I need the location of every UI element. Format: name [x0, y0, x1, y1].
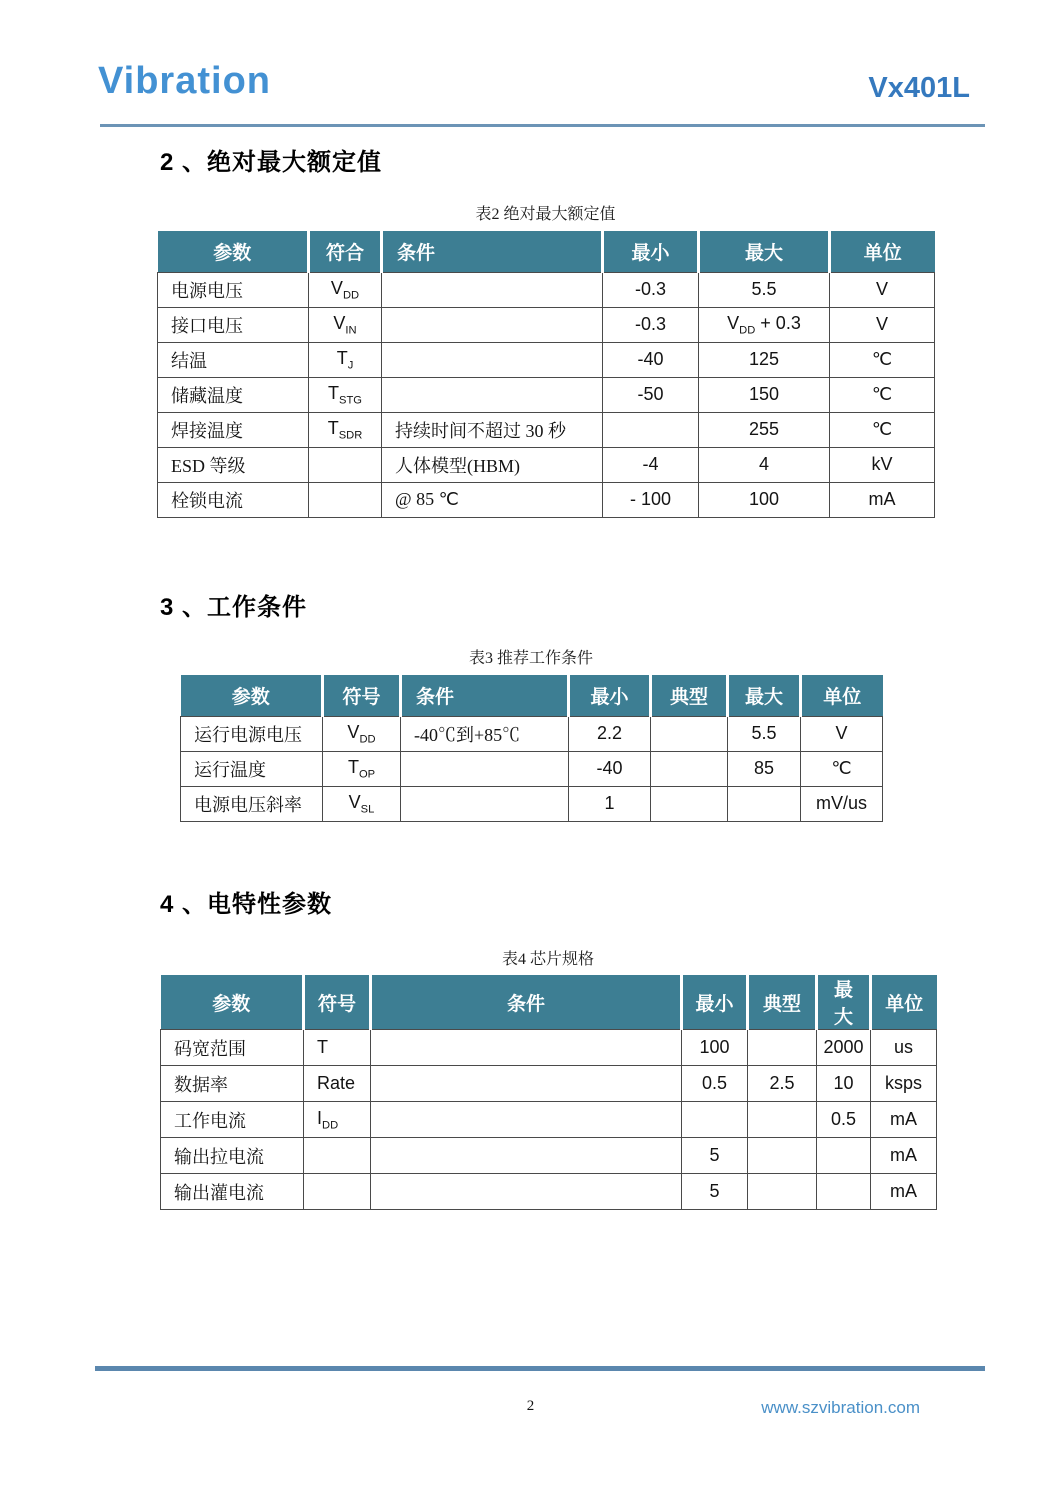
column-header: 单位 [871, 975, 937, 1030]
table-cell [304, 1174, 371, 1210]
page-number: 2 [526, 1398, 535, 1414]
table-cell: -40℃到+85℃ [401, 716, 569, 751]
column-header: 最小 [682, 975, 748, 1030]
table-cell: $T_{STG}$ [309, 377, 382, 412]
table-cell: ℃ [801, 751, 883, 786]
table-row [158, 482, 935, 517]
table-cell: 栓锁电流 [158, 482, 309, 517]
table-cell [382, 307, 603, 342]
header-rule [100, 124, 985, 127]
section-title-operating-conditions: 3 、工作条件 [160, 594, 308, 621]
column-header: 典型 [651, 675, 728, 716]
table-cell: V [801, 716, 883, 751]
table-row [161, 1066, 937, 1102]
table-cell [309, 447, 382, 482]
table-header-row [181, 675, 883, 716]
column-header: 单位 [801, 675, 883, 716]
table-caption-operating-conditions: 表3 推荐工作条件 [468, 650, 593, 667]
table-cell [748, 1138, 817, 1174]
table-cell [748, 1102, 817, 1138]
table-cell: $V_{DD}$ [323, 716, 401, 751]
table-cell [371, 1066, 682, 1102]
column-header: 最大 [699, 231, 830, 272]
table-cell: $V_{DD}$ [309, 272, 382, 307]
table-cell: 接口电压 [158, 307, 309, 342]
footer-rule [95, 1366, 985, 1371]
table-cell [371, 1030, 682, 1066]
table-cell [651, 751, 728, 786]
column-header: 单位 [830, 231, 935, 272]
table-caption-electrical-characteristics: 表4 芯片规格 [501, 951, 594, 968]
table-cell: mA [871, 1174, 937, 1210]
table-cell: 125 [699, 342, 830, 377]
table-cell [382, 377, 603, 412]
table-cell: 焊接温度 [158, 412, 309, 447]
table-cell [682, 1102, 748, 1138]
company-logo: Vibration [98, 60, 271, 102]
table-cell: 150 [699, 377, 830, 412]
table-cell: ESD 等级 [158, 447, 309, 482]
column-header: 参数 [161, 975, 304, 1030]
column-header: 最小 [569, 675, 651, 716]
table-cell: $T_{SDR}$ [309, 412, 382, 447]
table-caption-abs-max-ratings: 表2 绝对最大额定值 [475, 206, 616, 223]
column-header: 条件 [382, 231, 603, 272]
table-row [181, 786, 883, 821]
table-operating-conditions [180, 675, 883, 822]
table-cell: -40 [603, 342, 699, 377]
table-cell: 工作电流 [161, 1102, 304, 1138]
table-cell: Rate [304, 1066, 371, 1102]
table-cell: 5 [682, 1138, 748, 1174]
column-header: 最大 [817, 975, 871, 1030]
table-cell: kV [830, 447, 935, 482]
table-row [158, 377, 935, 412]
table-cell: -40 [569, 751, 651, 786]
table-row [158, 447, 935, 482]
section-title-electrical-characteristics: 4 、电特性参数 [160, 891, 333, 918]
table-cell: 储藏温度 [158, 377, 309, 412]
column-header: 符号 [323, 675, 401, 716]
table-row [181, 751, 883, 786]
table-cell: 电源电压斜率 [181, 786, 323, 821]
table-row [158, 272, 935, 307]
table-cell [817, 1174, 871, 1210]
table-row [161, 1030, 937, 1066]
table-cell [748, 1030, 817, 1066]
table-cell: -4 [603, 447, 699, 482]
table-cell: 码宽范围 [161, 1030, 304, 1066]
table-cell [603, 412, 699, 447]
column-header: 典型 [748, 975, 817, 1030]
table-cell: 输出灌电流 [161, 1174, 304, 1210]
table-cell [304, 1138, 371, 1174]
table-row [161, 1174, 937, 1210]
table-cell: $V_{DD} + 0.3$ [699, 307, 830, 342]
column-header: 符合 [309, 231, 382, 272]
table-cell [817, 1138, 871, 1174]
table-cell [728, 786, 801, 821]
table-row [161, 1102, 937, 1138]
table-cell: 100 [682, 1030, 748, 1066]
table-cell: $V_{IN}$ [309, 307, 382, 342]
table-cell [651, 716, 728, 751]
table-cell: 2.2 [569, 716, 651, 751]
table-cell: 结温 [158, 342, 309, 377]
table-cell: $T_J$ [309, 342, 382, 377]
table-cell [371, 1174, 682, 1210]
table-cell: ℃ [830, 342, 935, 377]
table-cell: 输出拉电流 [161, 1138, 304, 1174]
column-header: 参数 [158, 231, 309, 272]
table-cell: -0.3 [603, 272, 699, 307]
table-cell: mA [830, 482, 935, 517]
column-header: 条件 [401, 675, 569, 716]
table-cell: $I_{DD}$ [304, 1102, 371, 1138]
table-cell: 255 [699, 412, 830, 447]
column-header: 最小 [603, 231, 699, 272]
table-cell: ℃ [830, 377, 935, 412]
table-cell [748, 1174, 817, 1210]
table-cell: -0.3 [603, 307, 699, 342]
column-header: 参数 [181, 675, 323, 716]
table-cell: 5.5 [699, 272, 830, 307]
table-cell: 数据率 [161, 1066, 304, 1102]
table-cell: 1 [569, 786, 651, 821]
table-cell [309, 482, 382, 517]
table-row [181, 716, 883, 751]
table-cell: mV/us [801, 786, 883, 821]
product-name: Vx401L [868, 72, 970, 104]
table-cell: 100 [699, 482, 830, 517]
table-cell: V [830, 307, 935, 342]
table-cell: mA [871, 1138, 937, 1174]
table-cell: $V_{SL}$ [323, 786, 401, 821]
table-cell: V [830, 272, 935, 307]
column-header: 符号 [304, 975, 371, 1030]
table-cell: $T_{OP}$ [323, 751, 401, 786]
table-cell: 5 [682, 1174, 748, 1210]
table-cell: us [871, 1030, 937, 1066]
table-cell: - 100 [603, 482, 699, 517]
table-cell [382, 342, 603, 377]
table-cell: @ 85 ℃ [382, 482, 603, 517]
table-cell: 2.5 [748, 1066, 817, 1102]
section-title-abs-max-ratings: 2 、绝对最大额定值 [160, 149, 383, 176]
table-header-row [161, 975, 937, 1030]
column-header: 最大 [728, 675, 801, 716]
table-cell: 持续时间不超过 30 秒 [382, 412, 603, 447]
table-cell [382, 272, 603, 307]
table-cell: 85 [728, 751, 801, 786]
table-cell [401, 786, 569, 821]
table-cell: 电源电压 [158, 272, 309, 307]
table-cell [371, 1138, 682, 1174]
column-header: 条件 [371, 975, 682, 1030]
table-cell: 人体模型(HBM) [382, 447, 603, 482]
table-cell: 2000 [817, 1030, 871, 1066]
table-cell: mA [871, 1102, 937, 1138]
table-row [158, 342, 935, 377]
table-cell: ℃ [830, 412, 935, 447]
table-cell: 10 [817, 1066, 871, 1102]
table-cell: ksps [871, 1066, 937, 1102]
table-header-row [158, 231, 935, 272]
table-cell: 运行温度 [181, 751, 323, 786]
table-cell: T [304, 1030, 371, 1066]
table-cell: 0.5 [817, 1102, 871, 1138]
table-cell [401, 751, 569, 786]
table-cell: 运行电源电压 [181, 716, 323, 751]
table-electrical-characteristics [160, 975, 937, 1210]
table-cell [651, 786, 728, 821]
table-row [158, 412, 935, 447]
table-cell: 4 [699, 447, 830, 482]
table-cell: -50 [603, 377, 699, 412]
website-link[interactable]: www.szvibration.com [761, 1398, 920, 1417]
table-row [161, 1138, 937, 1174]
table-abs-max-ratings [157, 231, 935, 518]
table-cell [371, 1102, 682, 1138]
table-cell: 5.5 [728, 716, 801, 751]
table-row [158, 307, 935, 342]
table-cell: 0.5 [682, 1066, 748, 1102]
